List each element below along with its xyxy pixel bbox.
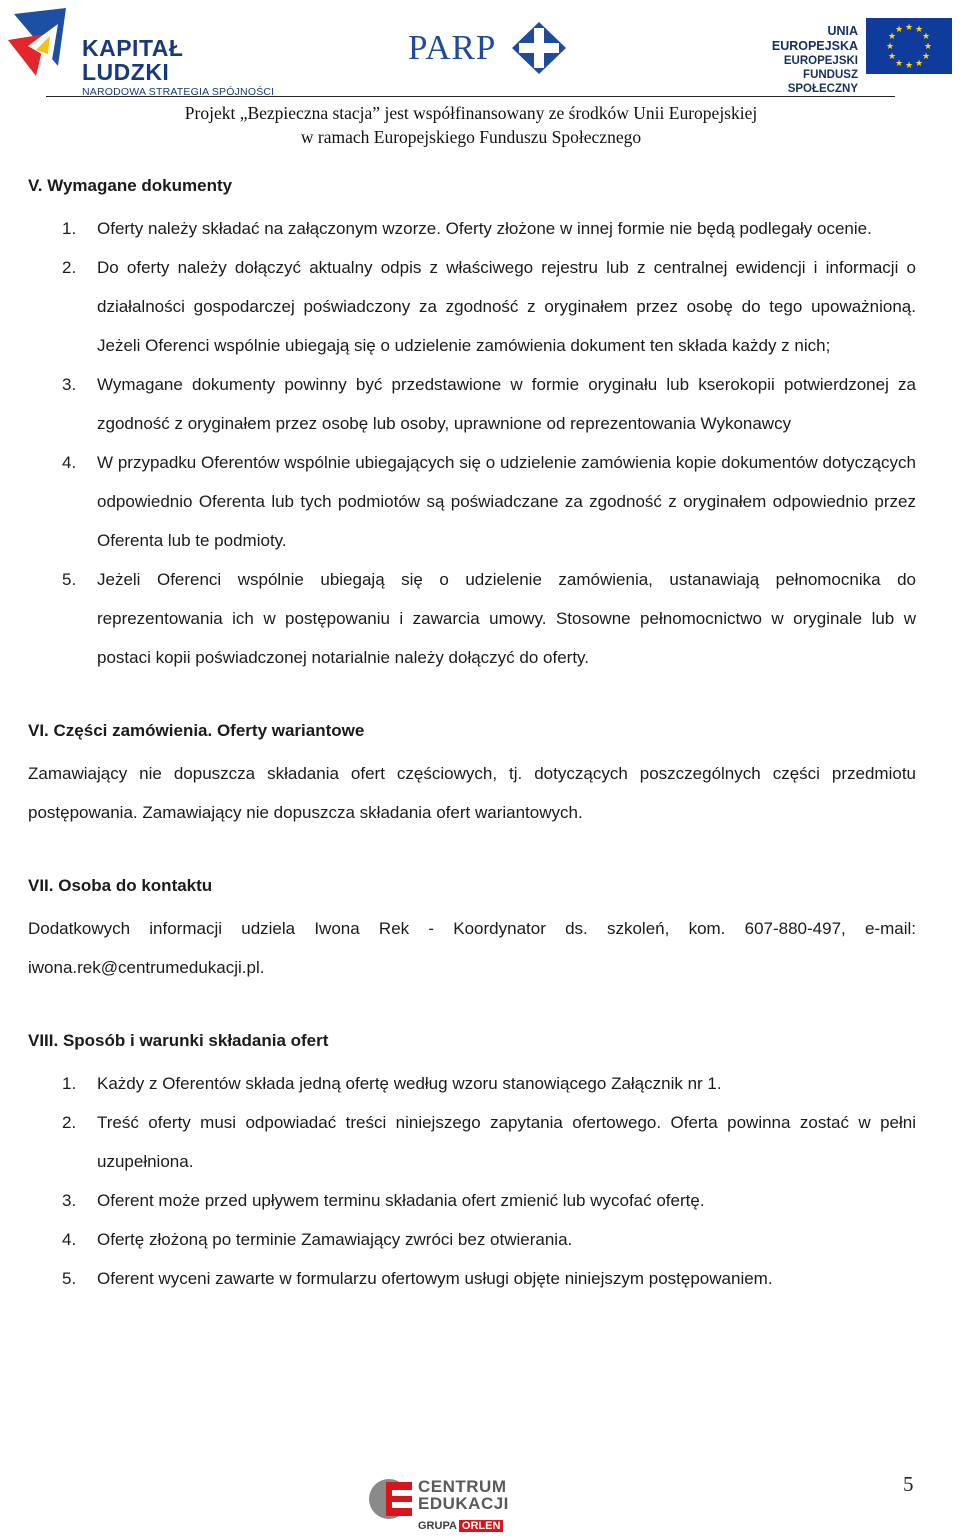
list-item (28, 365, 916, 443)
project-line-2: w ramach Europejskiego Funduszu Społecznego (300, 127, 642, 147)
list-item (28, 1103, 916, 1181)
kapital-ludzki-logo (6, 6, 276, 98)
list-item (28, 1064, 916, 1103)
parp-diamond-icon (510, 20, 568, 76)
eu-line1: UNIA EUROPEJSKA (771, 24, 858, 53)
header-divider (46, 96, 895, 97)
list-text: Wymagane dokumenty powinny być przedstawione w formie oryginału lub kserokopii potwierdzonej za zgodność z oryginałem przez osobę lub osoby, uprawnione od reprezentowania Wykonawcy (97, 375, 916, 433)
project-banner (0, 101, 942, 149)
list-number: 2. (62, 258, 77, 277)
section-v-list (28, 209, 916, 677)
section-heading-vii: VII. Osoba do kontaktu (28, 876, 213, 895)
svg-text:★: ★ (887, 32, 897, 42)
list-text: Oferent wyceni zawarte w formularzu ofertowym usługi objęte niniejszym postępowaniem. (97, 1269, 773, 1288)
list-item (28, 443, 916, 560)
list-number: 1. (62, 219, 77, 238)
footer-logo-line2: EDUKACJI (418, 1494, 509, 1513)
list-item (28, 1181, 916, 1220)
kapital-ludzki-title: KAPITAŁ LUDZKI (82, 35, 184, 85)
grupa-text: GRUPA (418, 1520, 457, 1532)
svg-text:★: ★ (921, 52, 931, 62)
list-number: 5. (62, 570, 77, 589)
svg-text:★: ★ (914, 59, 924, 69)
parp-title: PARP (408, 28, 497, 67)
page-number: 5 (903, 1472, 914, 1496)
list-text: Oferent może przed upływem terminu składania ofert zmienić lub wycofać ofertę. (97, 1191, 705, 1210)
list-text: Oferty należy składać na załączonym wzorze. Oferty złożone w innej formie nie będą podlegały ocenie. (97, 219, 872, 238)
centrum-edukacji-logo (368, 1474, 518, 1536)
parp-logo (408, 14, 568, 76)
svg-text:★: ★ (885, 42, 895, 52)
svg-text:★: ★ (904, 23, 914, 33)
spacer (28, 677, 916, 715)
section-vii-text: Dodatkowych informacji udziela Iwona Rek - Koordynator ds. szkoleń, kom. 607-880-497, e-mail: iwona.rek@centrumedukacji.pl. (28, 919, 916, 977)
list-number: 3. (62, 375, 77, 394)
list-item (28, 248, 916, 365)
eu-logo (744, 18, 954, 95)
list-item (28, 1259, 916, 1298)
list-item (28, 209, 916, 248)
document-body (28, 170, 916, 1298)
svg-text:★: ★ (914, 25, 924, 35)
svg-text:★: ★ (904, 61, 914, 71)
eu-flag-icon (866, 18, 952, 74)
svg-text:★: ★ (923, 42, 933, 52)
list-text: Treść oferty musi odpowiadać treści niniejszego zapytania ofertowego. Oferta powinna zostać w pełni uzupełniona. (97, 1113, 916, 1171)
section-heading-viii: VIII. Sposób i warunki składania ofert (28, 1031, 329, 1050)
project-line-1: Projekt „Bezpieczna stacja” jest współfinansowany ze środków Unii Europejskiej (184, 103, 758, 123)
eu-line3: FUNDUSZ SPOŁECZNY (787, 69, 858, 95)
list-number: 5. (62, 1269, 77, 1288)
kapital-ludzki-subtitle: NARODOWA STRATEGIA SPÓJNOŚCI (82, 86, 275, 98)
kapital-ludzki-emblem-icon (6, 6, 80, 82)
header-logos (0, 0, 960, 98)
section-heading-v: V. Wymagane dokumenty (28, 176, 233, 195)
list-text: W przypadku Oferentów wspólnie ubiegających się o udzielenie zamówienia kopie dokumentów dotyczących odpowiednio Oferenta lub tych podmiotów są poświadczane za zgodność z oryginałem odpowiednio przez Oferenta lub te podmioty. (97, 453, 916, 550)
svg-text:★: ★ (921, 32, 931, 42)
centrum-edukacji-emblem-icon (368, 1478, 414, 1520)
spacer (28, 987, 916, 1025)
grupa-orlen-label (418, 1520, 503, 1532)
footer-logo-line1: CENTRUM (418, 1477, 507, 1496)
spacer (28, 832, 916, 870)
section-heading-vi: VI. Części zamówienia. Oferty wariantowe (28, 721, 365, 740)
list-item (28, 1220, 916, 1259)
svg-text:★: ★ (894, 25, 904, 35)
list-text: Do oferty należy dołączyć aktualny odpis z właściwego rejestru lub z centralnej ewidencji i informacji o działalności gospodarczej poświadczony za zgodność z oryginałem przez osobę do tego upoważnioną. Jeżeli Oferenci wspólnie ubiegają się o udzielenie zamówienia dokument ten składa każdy z nich; (97, 258, 916, 355)
list-number: 4. (62, 1230, 77, 1249)
orlen-text: ORLEN (459, 1520, 504, 1532)
svg-text:★: ★ (894, 59, 904, 69)
list-number: 3. (62, 1191, 77, 1210)
list-number: 4. (62, 453, 77, 472)
list-item (28, 560, 916, 677)
list-number: 2. (62, 1113, 77, 1132)
list-text: Ofertę złożoną po terminie Zamawiający zwróci bez otwierania. (97, 1230, 573, 1249)
list-text: Jeżeli Oferenci wspólnie ubiegają się o udzielenie zamówienia, ustanawiają pełnomocnika do reprezentowania ich w postępowaniu i zawarcia umowy. Stosowne pełnomocnictwo w oryginale lub w postaci kopii poświadczonej notarialnie należy dołączyć do oferty. (97, 570, 916, 667)
list-number: 1. (62, 1074, 77, 1093)
svg-text:★: ★ (887, 52, 897, 62)
section-vi-text: Zamawiający nie dopuszcza składania ofert częściowych, tj. dotyczących poszczególnych części przedmiotu postępowania. Zamawiający nie dopuszcza składania ofert wariantowych. (28, 764, 916, 822)
section-viii-list (28, 1064, 916, 1298)
eu-line2: EUROPEJSKI (783, 55, 858, 67)
list-text: Każdy z Oferentów składa jedną ofertę według wzoru stanowiącego Załącznik nr 1. (97, 1074, 722, 1093)
